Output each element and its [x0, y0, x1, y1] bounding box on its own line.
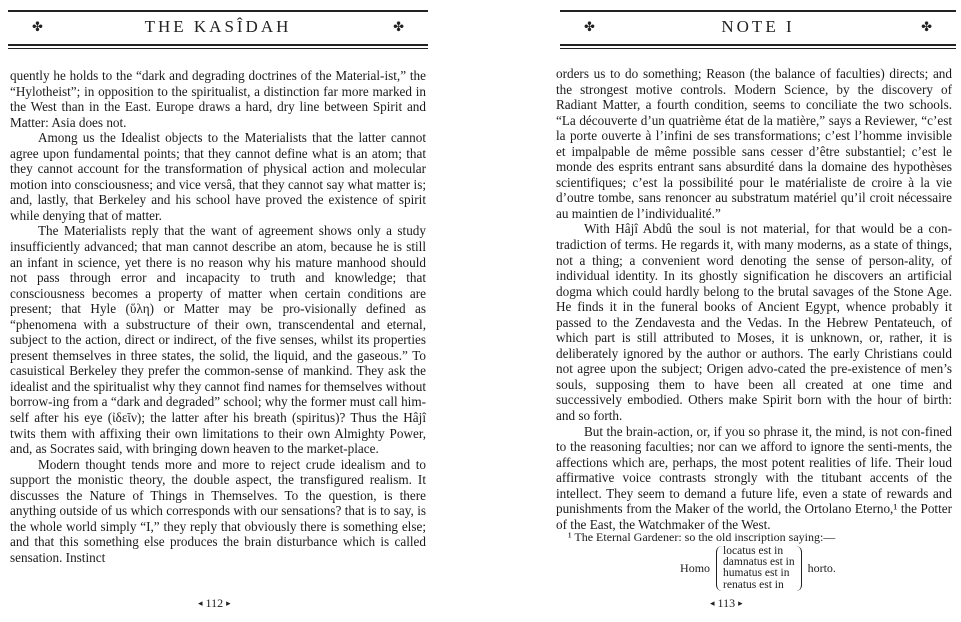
page-number-value: 112	[205, 596, 224, 610]
fleuron-icon: ✤	[584, 19, 595, 35]
fleuron-icon: ✤	[921, 19, 932, 35]
paragraph: Among us the Idealist objects to the Materialists that the latter cannot agree upon fundamental points; that they cannot define what is an atom; that they cannot account for the transformation of physical action and molecular motion into consciousness; and vice versâ, that they cannot say what matter is; and, lastly, that Berkeley and his school have proved the existence of spirit while denying that of matter.	[10, 130, 426, 223]
footnote-text: ¹ The Eternal Gardener: so the old inscription saying:—	[568, 530, 836, 544]
right-text-block	[556, 66, 952, 532]
running-title: THE KASÎDAH	[144, 17, 292, 36]
right-running-header	[560, 14, 956, 40]
footnote	[568, 530, 948, 591]
paragraph: Modern thought tends more and more to reject crude idealism and to support the monistic theory, the double aspect, the transfigured realism. It discusses the Nature of Things in Themselves. To the question, is there anything outside of us which corresponds with our sensations? that is to say, is the whole world simply “I,” they reply that obviously there is something else; and that this something else produces the brain disturbance which is called sensation. Instinct	[10, 456, 426, 565]
fleuron-icon: ✤	[393, 19, 404, 35]
page-number	[198, 596, 231, 611]
running-title: NOTE I	[721, 17, 795, 36]
header-top-rule	[8, 10, 428, 12]
left-page	[0, 0, 428, 622]
paragraph: But the brain-action, or, if you so phrase it, the mind, is not con-fined to the reasoning faculties; nor can we afford to ignore the senti-ments, the affections which are, perhaps, the most potent realities of life. Their loud affirmative voice contrasts strongly with the titubant accents of the intellect. They seem to demand a future life, even a state of rewards and punishments from the Maker of the world, the Ortolano Eterno,¹ the Potter of the East, the Watchmaker of the West.	[556, 423, 952, 532]
inscription-line: damnatus est in	[723, 556, 795, 569]
paragraph: With Hâjî Abdû the soul is not material, for that would be a con-tradiction of terms. He regards it, with many moderns, as a state of things, not a thing; a convenient word denoting the sense of person-ality, of individual identity. In its ghostly signification he discovers an artificial dogma which could hardly belong to the brutal savages of the Stone Age. He finds it in the funeral books of Ancient Egypt, whence probably it passed to the Zendavesta and the Vedas. In the Hebrew Pentateuch, of which part is still attributed to Moses, it is unknown, or, rather, it is deliberately ignored by the author or authors. The early Christians could not agree upon the subject; Origen advo-cated the pre-existence of men’s souls, supposing them to have been all created at one time and successively embodied. Others make Spirit born with the hour of birth: and so forth.	[556, 221, 952, 424]
header-top-rule	[560, 10, 956, 12]
ornament-left-icon: ◂	[198, 598, 203, 608]
inscription-left-word: Homo	[680, 561, 711, 576]
page-number	[710, 596, 743, 611]
inscription-line: humatus est in	[723, 567, 790, 580]
header-bottom-rule	[560, 44, 956, 46]
paragraph: orders us to do something; Reason (the balance of faculties) directs; and the strongest motive controls. Modern Science, by the discovery of Radiant Matter, a fourth condition, seems to conciliate the two schools. “La découverte d’un quatrième état de la matière,” says a Reviewer, “c’est la porte ouverte à l’infini de ses transformations; c’est l’homme invisible et impalpable de même possible sans cesser d’être substantiel; c’est le monde des esprits entrant sans absurdité dans la domaine des hypothèses scientifiques; c’est la possibilité pour le matérialiste de croire à la vie d’outre tombe, sans renoncer au substratum matériel qu’il croit nécessaire au maintien de l’individualité.”	[556, 66, 952, 221]
inscription	[568, 546, 948, 591]
inscription-line: locatus est in	[723, 545, 784, 557]
paragraph: The Materialists reply that the want of agreement shows only a study insufficiently advanced; that man cannot describe an atom, because he is still an infant in science, yet there is no reason why his mature manhood should not pass through error and incapacity to truth and knowledge; that consciousness becomes a property of matter when certain conditions are present; that Hyle (ὕλη) or Matter may be pro-visionally defined as “phenomena with a substructure of their own, transcendental and eternal, subject to the action, direct or indirect, of the five senses, whilst its properties present themselves in three states, the solid, the liquid, and the gaseous.” To casuistical Berkeley they prefer the common-sense of mankind. They ask the idealist and the spiritualist why they cannot find names for themselves without borrow-ing from a “dark and degraded” school; why the former must call him-self after his eye (ἰδεῖν); the latter after his breath (spiritus)? Thus the Hâjî twits them with affixing their own limitations to their own Almighty Power, and, as Socrates said, with bringing down heaven to the market-place.	[10, 223, 426, 457]
left-running-header	[8, 14, 428, 40]
header-bottom-rule-thin	[560, 48, 956, 49]
ornament-right-icon: ▸	[738, 598, 743, 608]
page-number-value: 113	[717, 596, 736, 610]
ornament-left-icon: ◂	[710, 598, 715, 608]
right-page	[528, 0, 956, 622]
fleuron-icon: ✤	[32, 19, 43, 35]
ornament-right-icon: ▸	[226, 598, 231, 608]
inscription-right-word: horto.	[807, 561, 836, 576]
left-text-block	[10, 68, 426, 566]
header-bottom-rule	[8, 44, 428, 46]
inscription-line: renatus est in	[723, 578, 784, 591]
inscription-brace	[716, 546, 802, 591]
header-bottom-rule-thin	[8, 48, 428, 49]
paragraph: quently he holds to the “dark and degrading doctrines of the Material-ist,” the “Hylotheist”; in opposition to the spiritualist, a distinction far more marked in the West than in the East. Europe draws a hard, dry line between Spirit and Matter: Asia does not.	[10, 68, 426, 130]
